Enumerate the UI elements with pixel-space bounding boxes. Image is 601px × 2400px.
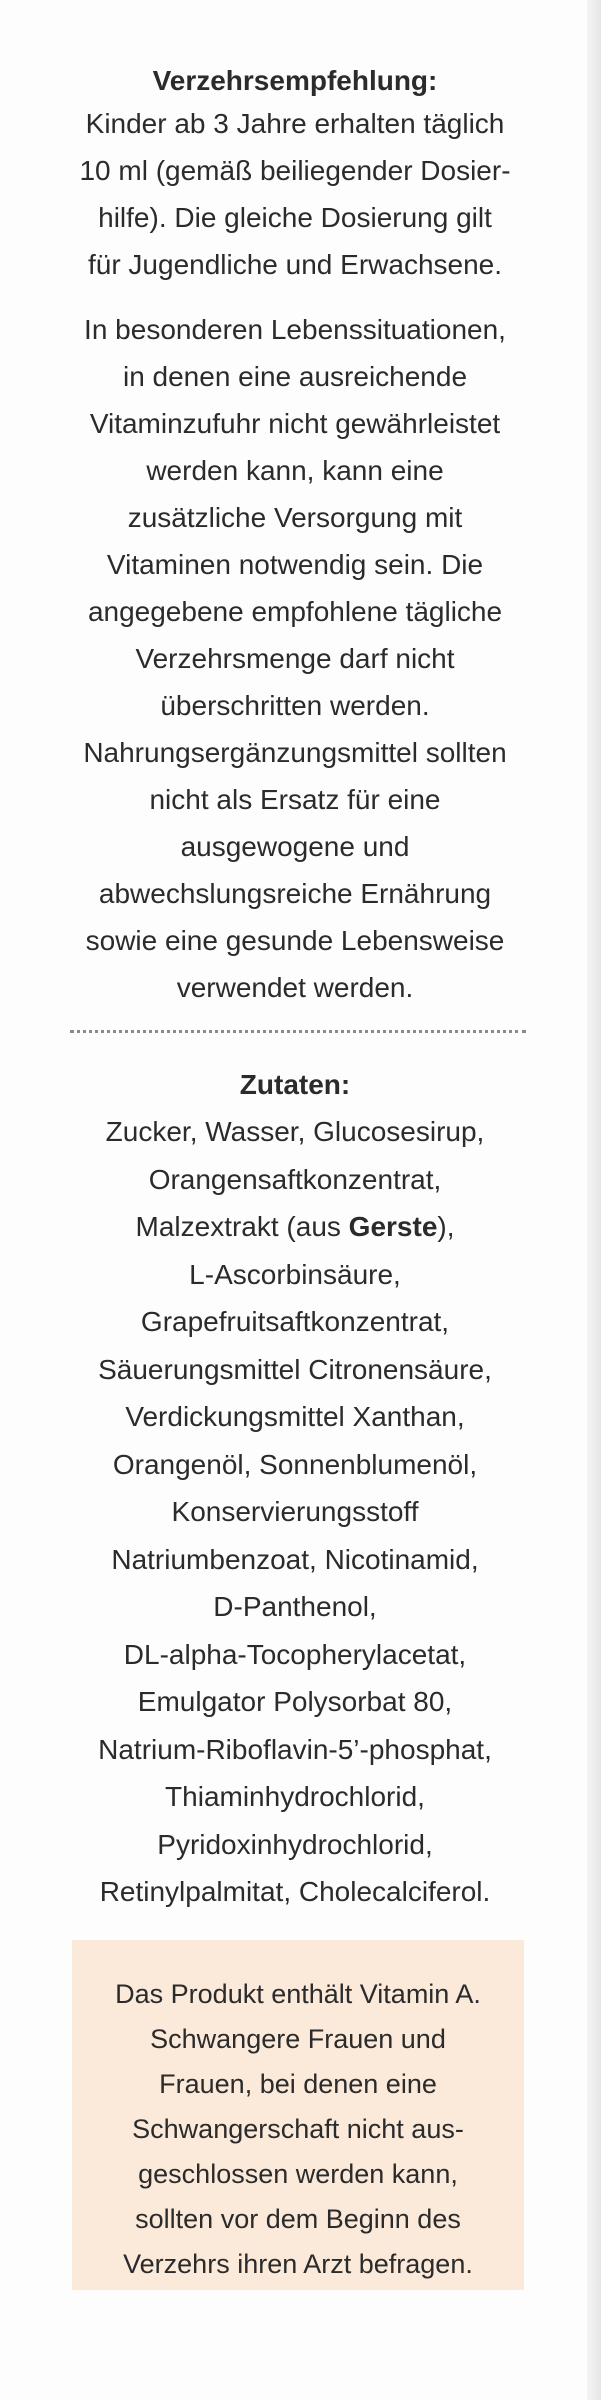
recommendation-line: für Jugendliche und Erwachsene. bbox=[87, 249, 503, 280]
notice-line: Frauen, bei denen eine bbox=[159, 2069, 437, 2099]
panel-edge bbox=[587, 0, 601, 2400]
pregnancy-notice-box bbox=[72, 1940, 524, 2290]
ingredient-line: Säuerungsmittel Citronensäure, bbox=[98, 1353, 492, 1385]
ingredient-line: Emulgator Polysorbat 80, bbox=[137, 1686, 453, 1717]
info-line: Nahrungsergänzungsmittel sollten bbox=[83, 737, 507, 768]
ingredient-line: Orangensaftkonzentrat, bbox=[148, 1163, 442, 1195]
ingredient-line: Retinylpalmitat, Cholecalciferol. bbox=[99, 1876, 491, 1907]
ingredients-heading: Zutaten: bbox=[239, 1069, 351, 1100]
info-line: sowie eine gesunde Lebensweise bbox=[85, 925, 505, 956]
recommendation-heading: Verzehrsempfehlung: bbox=[152, 65, 438, 96]
ingredient-text: ), bbox=[437, 1211, 455, 1242]
ingredient-line: Natrium-Riboflavin-5’-phosphat, bbox=[98, 1733, 492, 1765]
ingredient-line-allergen bbox=[60, 1203, 530, 1251]
allergen-highlight: Gerste bbox=[348, 1211, 438, 1242]
info-line: abwechslungsreiche Ernährung bbox=[98, 878, 492, 909]
recommendation-line: 10 ml (gemäß beiliegender Dosier- bbox=[79, 155, 511, 186]
ingredient-line: Pyridoxinhydrochlorid, bbox=[157, 1828, 433, 1860]
info-text bbox=[60, 306, 530, 1011]
info-line: zusätzliche Versorgung mit bbox=[127, 502, 463, 533]
ingredient-line: DL-alpha-Tocopherylacetat, bbox=[123, 1638, 467, 1670]
info-line: nicht als Ersatz für eine bbox=[149, 784, 441, 815]
info-line: Vitaminzufuhr nicht gewährleistet bbox=[89, 408, 501, 439]
ingredient-line: D-Panthenol, bbox=[213, 1591, 377, 1622]
recommendation-line: hilfe). Die gleiche Dosierung gilt bbox=[98, 202, 492, 233]
info-line: verwendet werden. bbox=[176, 972, 414, 1003]
ingredient-line: Grapefruitsaftkonzentrat, bbox=[140, 1306, 450, 1337]
ingredients-section bbox=[60, 1066, 530, 1916]
info-line: In besonderen Lebenssituationen, bbox=[84, 314, 506, 345]
notice-line: geschlossen werden kann, bbox=[138, 2159, 458, 2189]
info-line: werden kann, kann eine bbox=[146, 455, 444, 486]
ingredient-line: Orangenöl, Sonnenblumenöl, bbox=[112, 1448, 478, 1480]
ingredient-text: Malzextrakt (aus bbox=[135, 1211, 349, 1242]
info-line: angegebene empfohlene tägliche bbox=[87, 596, 503, 627]
info-line: in denen eine ausreichende bbox=[122, 361, 468, 392]
recommendation-text bbox=[60, 100, 530, 288]
info-line: ausgewogene und bbox=[180, 831, 410, 862]
notice-line: sollten vor dem Beginn des bbox=[135, 2204, 461, 2234]
ingredient-line: Thiaminhydrochlorid, bbox=[165, 1781, 425, 1812]
info-line: Vitaminen notwendig sein. Die bbox=[106, 549, 484, 580]
ingredient-line: Natriumbenzoat, Nicotinamid, bbox=[111, 1543, 479, 1575]
info-line: überschritten werden. bbox=[160, 690, 430, 721]
ingredient-line: L-Ascorbinsäure, bbox=[189, 1258, 401, 1290]
notice-line: Schwangere Frauen und bbox=[150, 2024, 446, 2054]
recommendation-line: Kinder ab 3 Jahre erhalten täglich bbox=[85, 108, 505, 139]
ingredient-line: Konservierungsstoff bbox=[171, 1496, 419, 1527]
notice-line: Schwangerschaft nicht aus- bbox=[132, 2114, 464, 2144]
ingredient-line: Zucker, Wasser, Glucosesirup, bbox=[105, 1116, 485, 1147]
ingredient-line: Verdickungsmittel Xanthan, bbox=[125, 1401, 465, 1432]
notice-line: Verzehrs ihren Arzt befragen. bbox=[123, 2249, 473, 2279]
dotted-divider bbox=[70, 1030, 526, 1033]
recommendation-section bbox=[60, 62, 530, 1011]
notice-line: Das Produkt enthält Vitamin A. bbox=[115, 1979, 481, 2009]
info-line: Verzehrsmenge darf nicht bbox=[135, 643, 455, 674]
